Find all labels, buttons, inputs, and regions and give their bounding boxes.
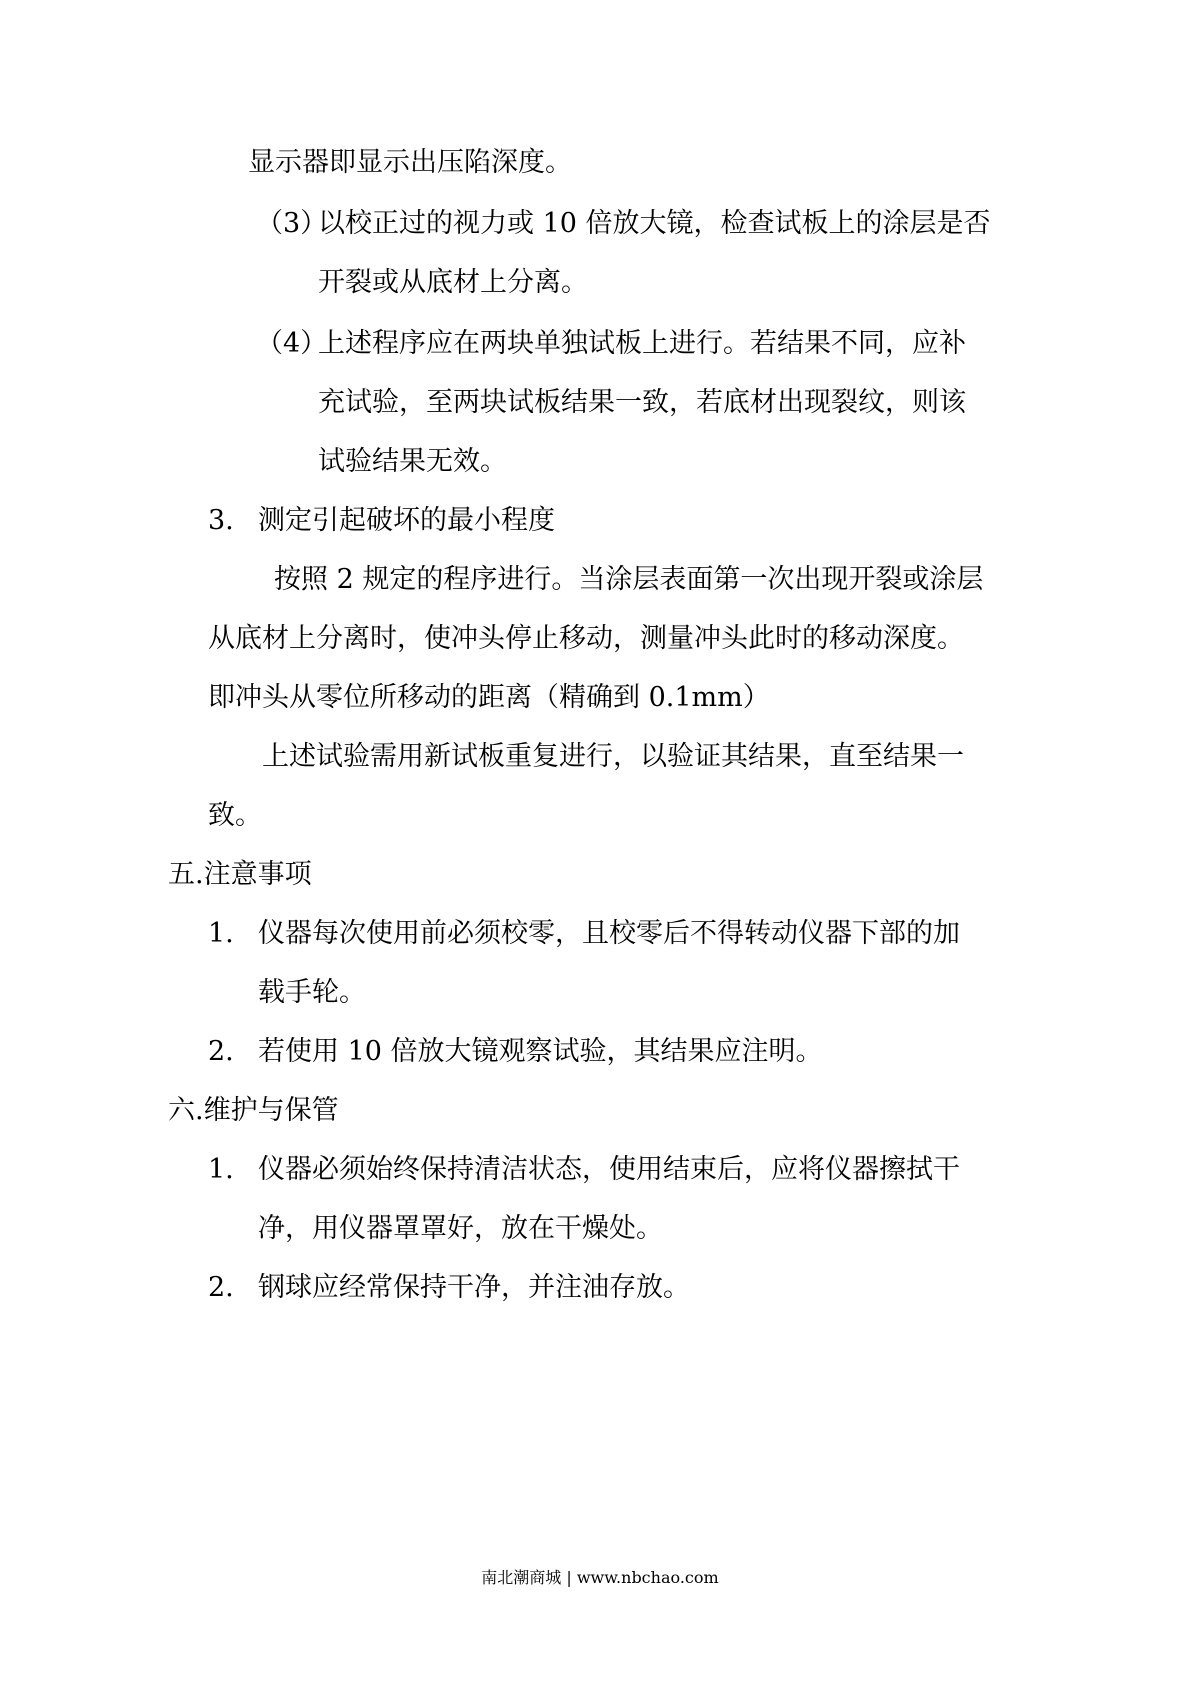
precautions-item-2-line-1: 若使用 10 倍放大镜观察试验，其结果应注明。 — [258, 1036, 823, 1067]
list-item-4-line-3: 试验结果无效。 — [318, 446, 507, 477]
page-footer: 南北潮商城 | www.nbchao.com — [481, 1568, 719, 1587]
list-item-3-label: （3） — [256, 208, 328, 239]
section-3-paragraph-1-line-1: 按照 2 规定的程序进行。当涂层表面第一次出现开裂或涂层 — [274, 564, 984, 595]
heading-maintenance: 六.维护与保管 — [168, 1095, 339, 1126]
list-item-3-line-1: 以校正过的视力或 10 倍放大镜，检查试板上的涂层是否 — [318, 208, 991, 239]
list-item-3-line-2: 开裂或从底材上分离。 — [318, 267, 588, 298]
section-3-number: 3. — [208, 505, 234, 536]
maintenance-item-1-line-1: 仪器必须始终保持清洁状态，使用结束后，应将仪器擦拭干 — [258, 1154, 960, 1185]
section-3-paragraph-2-line-1: 上述试验需用新试板重复进行，以验证其结果，直至结果一 — [262, 741, 964, 772]
maintenance-item-2-number: 2. — [208, 1272, 234, 1303]
list-item-4-label: （4） — [256, 328, 328, 359]
list-item-4-line-2: 充试验，至两块试板结果一致，若底材出现裂纹，则该 — [318, 387, 966, 418]
section-3-paragraph-2-line-2: 致。 — [208, 800, 262, 831]
maintenance-item-1-line-2: 净，用仪器罩罩好，放在干燥处。 — [258, 1213, 663, 1244]
paragraph-continued: 显示器即显示出压陷深度。 — [248, 147, 572, 178]
section-3-title: 测定引起破坏的最小程度 — [258, 505, 555, 536]
precautions-item-1-number: 1. — [208, 918, 234, 949]
list-item-4-line-1: 上述程序应在两块单独试板上进行。若结果不同，应补 — [318, 328, 966, 359]
section-3-paragraph-1-line-2: 从底材上分离时，使冲头停止移动，测量冲头此时的移动深度。 — [208, 623, 964, 654]
maintenance-item-1-number: 1. — [208, 1154, 234, 1185]
maintenance-item-2-line-1: 钢球应经常保持干净，并注油存放。 — [258, 1272, 690, 1303]
precautions-item-1-line-1: 仪器每次使用前必须校零，且校零后不得转动仪器下部的加 — [258, 918, 960, 949]
section-3-paragraph-1-line-3: 即冲头从零位所移动的距离（精确到 0.1mm） — [208, 682, 770, 713]
precautions-item-1-line-2: 载手轮。 — [258, 977, 366, 1008]
heading-precautions: 五.注意事项 — [168, 859, 312, 890]
precautions-item-2-number: 2. — [208, 1036, 234, 1067]
